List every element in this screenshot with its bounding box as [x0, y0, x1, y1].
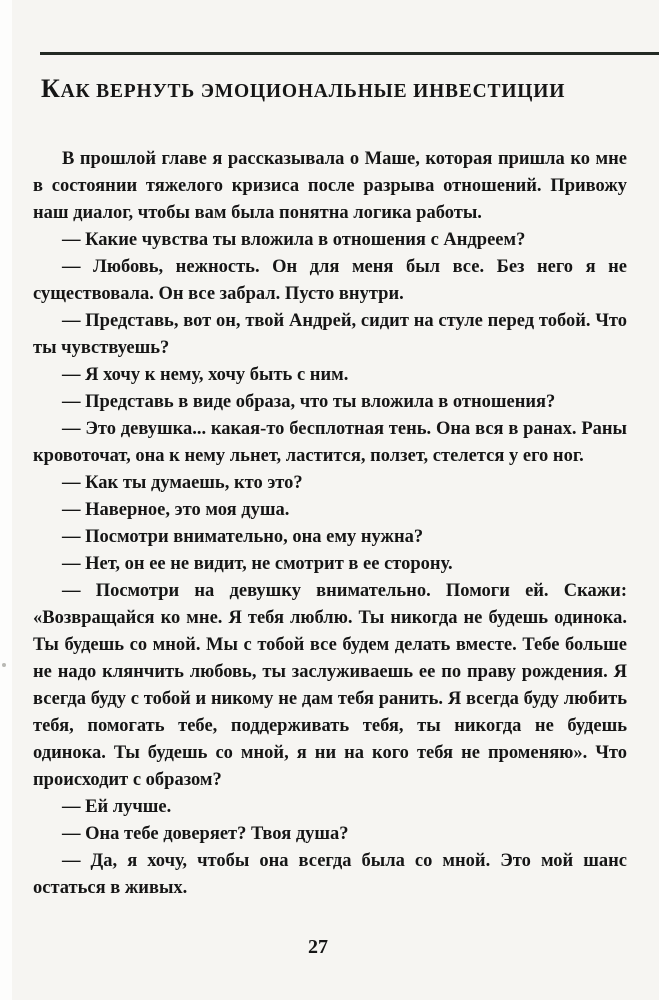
header-rule — [40, 52, 659, 55]
paragraph: — Как ты думаешь, кто это? — [62, 473, 303, 493]
page-content — [33, 146, 627, 902]
chapter-title: КАК ВЕРНУТЬ ЭМОЦИОНАЛЬНЫЕ ИНВЕСТИЦИИ — [41, 74, 566, 103]
scan-artifact-dot — [2, 663, 6, 667]
paragraph: — Это девушка... какая-то бесплотная тень. Она вся в ранах. Раны кровоточат, она к нему льнет, ластится, ползет, стелется у его ног. — [33, 419, 627, 466]
paragraph: — Любовь, нежность. Он для меня был все. Без него я не существовала. Он все забрал. Пусто внутри. — [33, 257, 627, 304]
paragraph: — Она тебе доверяет? Твоя душа? — [62, 824, 349, 844]
paragraph: — Ей лучше. — [62, 797, 172, 817]
paragraph: — Да, я хочу, чтобы она всегда была со мной. Это мой шанс остаться в живых. — [33, 851, 627, 898]
paragraph: — Нет, он ее не видит, не смотрит в ее сторону. — [62, 554, 453, 574]
page-number: 27 — [308, 936, 328, 958]
paragraph: — Представь в виде образа, что ты вложила в отношения? — [62, 392, 556, 412]
paragraph: В прошлой главе я рассказывала о Маше, которая пришла ко мне в состоянии тяжелого кризиса после разрыва отношений. Привожу наш диалог, чтобы вам была понятна логика работы. — [33, 149, 627, 223]
paragraph: — Посмотри на девушку внимательно. Помоги ей. Скажи: «Возвращайся ко мне. Я тебя люблю. Ты никогда не будешь одинока. Ты будешь со мной. Мы с тобой все будем делать вместе. Тебе больше не надо клянчить любовь, ты заслуживаешь ее по праву рождения. Я всегда буду с тобой и никому не дам тебя ранить. Я всегда буду любить тебя, помогать тебе, поддерживать тебя, ты никогда не будешь одинока. Ты будешь со мной, я ни на кого тебя не променяю». Что происходит с образом? — [33, 581, 627, 790]
paragraph: — Я хочу к нему, хочу быть с ним. — [62, 365, 349, 385]
paragraph: — Посмотри внимательно, она ему нужна? — [62, 527, 424, 547]
page-left-edge — [0, 0, 12, 1000]
paragraph: — Какие чувства ты вложила в отношения с Андреем? — [62, 230, 526, 250]
paragraph: — Представь, вот он, твой Андрей, сидит на стуле перед тобой. Что ты чувствуешь? — [33, 311, 627, 358]
paragraph: — Наверное, это моя душа. — [62, 500, 290, 520]
